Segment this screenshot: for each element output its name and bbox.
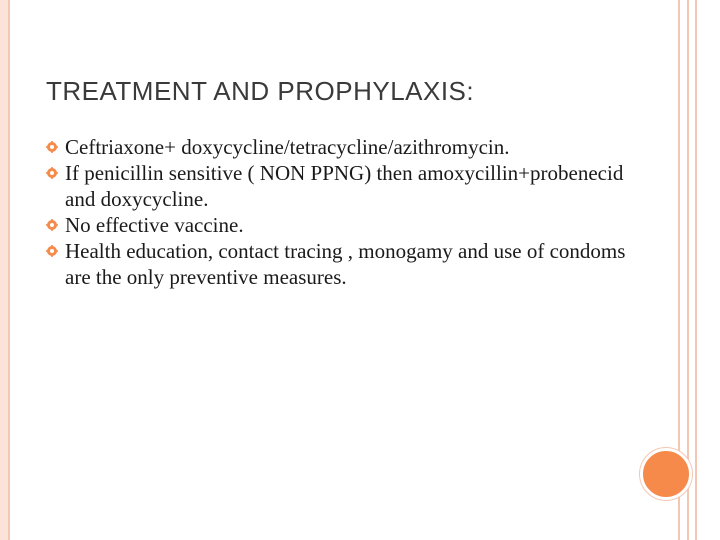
bullet-item (46, 238, 646, 290)
decorative-circle (640, 448, 692, 500)
bullet-item (46, 212, 646, 238)
gear-icon (46, 245, 58, 257)
bullet-text: If penicillin sensitive ( NON PPNG) then amoxycillin+probenecid and doxycycline. (65, 161, 624, 211)
slide-left-border (0, 0, 8, 540)
bullet-item (46, 134, 646, 160)
gear-icon (46, 141, 58, 153)
bullet-text: No effective vaccine. (65, 213, 244, 237)
rail-line (695, 0, 697, 540)
bullet-item (46, 160, 646, 212)
bullet-text: Ceftriaxone+ doxycycline/tetracycline/azithromycin. (65, 135, 510, 159)
slide-title: TREATMENT AND PROPHYLAXIS: (46, 76, 475, 106)
gear-icon (46, 167, 58, 179)
gear-icon (46, 219, 58, 231)
bullet-list (46, 134, 646, 290)
bullet-text: Health education, contact tracing , monogamy and use of condoms are the only preventive measures. (65, 239, 626, 289)
